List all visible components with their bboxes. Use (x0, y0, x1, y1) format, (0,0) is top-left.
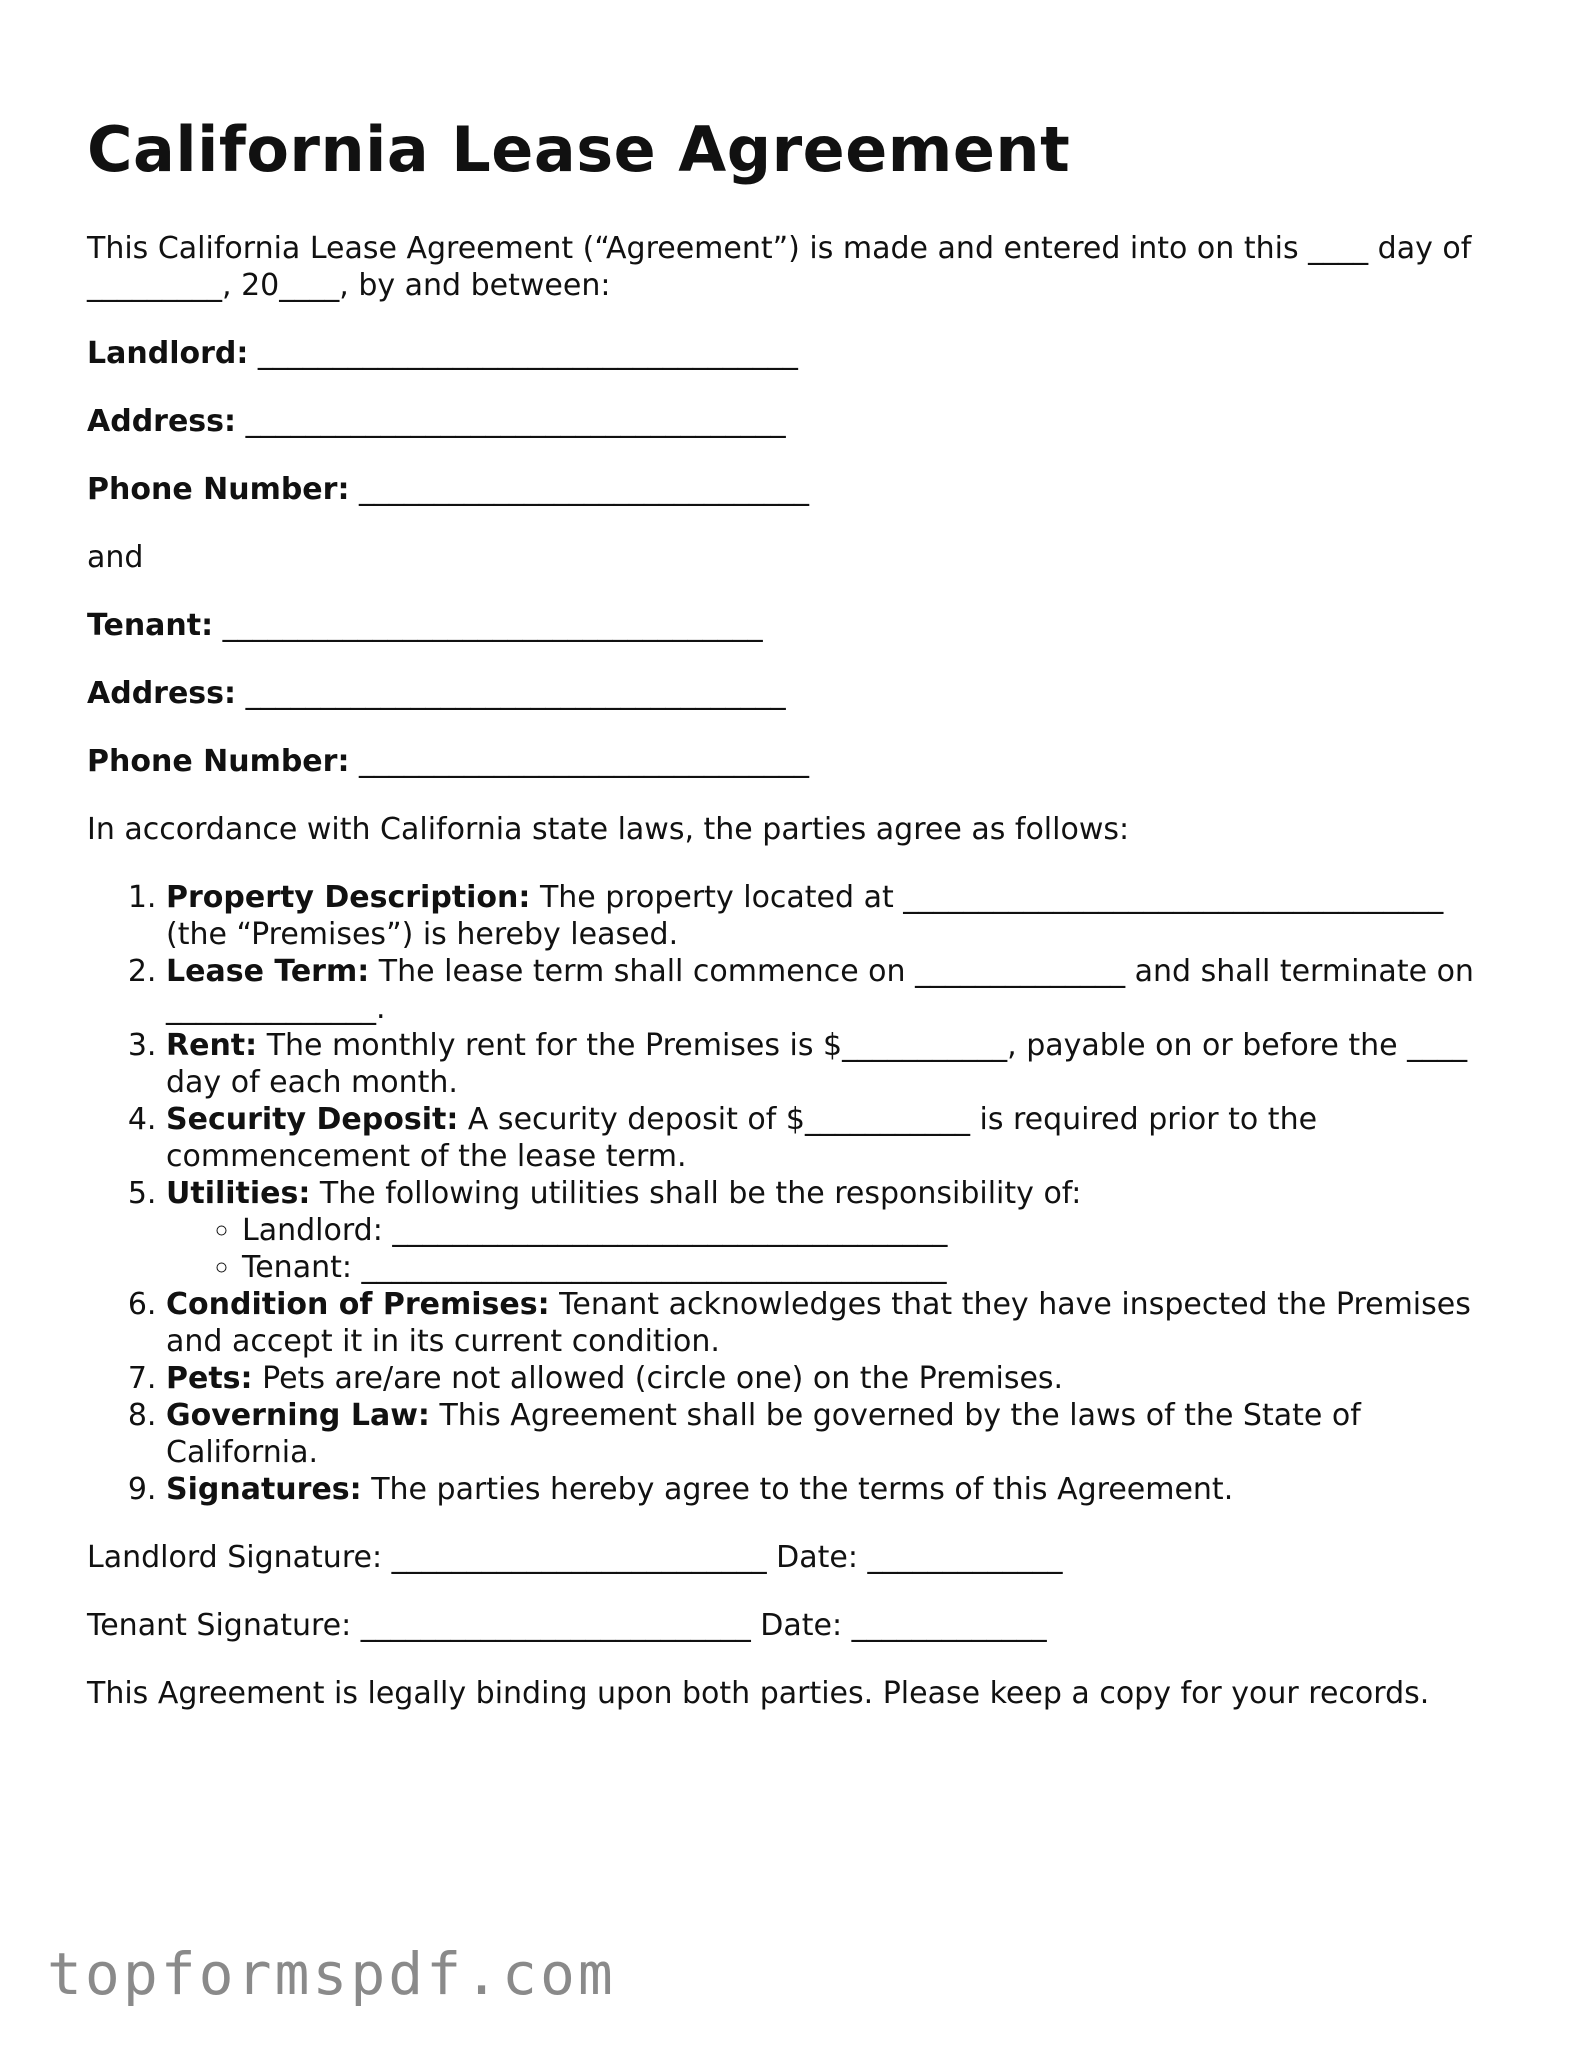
intro-paragraph: This California Lease Agreement (“Agreement”) is made and entered into on this ____ day of _________, 20____, by and between: (87, 231, 1472, 303)
tenant-name-blank: ____________________________________ (222, 608, 763, 643)
tenant-phone-blank: ______________________________ (359, 744, 809, 779)
landlord-signature-line: Landlord Signature: _________________________ Date: _____________ (87, 1540, 1063, 1575)
landlord-phone-field (87, 471, 1507, 508)
clause-text: This Agreement shall be governed by the laws of the State of California. (166, 1398, 1361, 1470)
clause-text: Pets are/are not allowed (circle one) on the Premises. (262, 1361, 1064, 1396)
tenant-name-label: Tenant: (87, 608, 214, 643)
document-body (87, 108, 1507, 1712)
tenant-signature-line: Tenant Signature: __________________________ Date: _____________ (87, 1608, 1047, 1643)
utilities-landlord-item: ◦ Landlord: _____________________________________ (242, 1212, 1507, 1249)
clause-item (166, 1471, 1507, 1508)
clause-text: The lease term shall commence on ______________ and shall terminate on ______________. (166, 954, 1474, 1026)
utilities-sublist (166, 1212, 1507, 1286)
landlord-address-field (87, 403, 1507, 440)
clause-text: The following utilities shall be the responsibility of: (319, 1176, 1082, 1211)
clauses-list (87, 879, 1507, 1508)
clause-heading: Lease Term: (166, 954, 370, 989)
tenant-name-field (87, 607, 1507, 644)
landlord-address-label: Address: (87, 404, 237, 439)
clause-heading: Property Description: (166, 880, 531, 915)
clause-heading: Security Deposit: (166, 1102, 459, 1137)
landlord-name-blank: ____________________________________ (257, 336, 798, 371)
clause-item (166, 1175, 1507, 1286)
landlord-name-label: Landlord: (87, 336, 249, 371)
clause-text: The monthly rent for the Premises is $___________, payable on or before the ____ day of each month. (166, 1028, 1468, 1100)
closing-note: This Agreement is legally binding upon both parties. Please keep a copy for your records. (87, 1676, 1430, 1711)
tenant-phone-label: Phone Number: (87, 744, 350, 779)
clause-item (166, 953, 1507, 1027)
clause-heading: Governing Law: (166, 1398, 430, 1433)
clause-heading: Signatures: (166, 1472, 362, 1507)
page-title: California Lease Agreement (87, 113, 1071, 186)
tenant-address-label: Address: (87, 676, 237, 711)
landlord-phone-label: Phone Number: (87, 472, 350, 507)
clause-heading: Pets: (166, 1361, 253, 1396)
clause-text: Tenant acknowledges that they have inspected the Premises and accept it in its current condition. (166, 1287, 1471, 1359)
landlord-address-blank: ____________________________________ (245, 404, 786, 439)
clause-item (166, 1360, 1507, 1397)
clause-item (166, 879, 1507, 953)
clause-item (166, 1286, 1507, 1360)
tenant-address-field (87, 675, 1507, 712)
clause-text: A security deposit of $___________ is required prior to the commencement of the lease term. (166, 1102, 1318, 1174)
clause-item (166, 1101, 1507, 1175)
tenant-phone-field (87, 743, 1507, 780)
clause-heading: Rent: (166, 1028, 258, 1063)
clause-item (166, 1397, 1507, 1471)
clause-heading: Utilities: (166, 1176, 311, 1211)
clause-item (166, 1027, 1507, 1101)
and-text: and (87, 540, 144, 575)
watermark: topformspdf.com (47, 1940, 616, 2008)
landlord-name-field (87, 335, 1507, 372)
tenant-address-blank: ____________________________________ (245, 676, 786, 711)
utilities-tenant-item: ◦ Tenant: _______________________________________ (242, 1249, 1507, 1286)
clause-text: The parties hereby agree to the terms of this Agreement. (371, 1472, 1234, 1507)
accordance-text: In accordance with California state laws, the parties agree as follows: (87, 812, 1130, 847)
clause-heading: Condition of Premises: (166, 1287, 550, 1322)
clause-text: The property located at ____________________________________ (the “Premises”) is hereby leased. (166, 880, 1444, 952)
landlord-phone-blank: ______________________________ (359, 472, 809, 507)
